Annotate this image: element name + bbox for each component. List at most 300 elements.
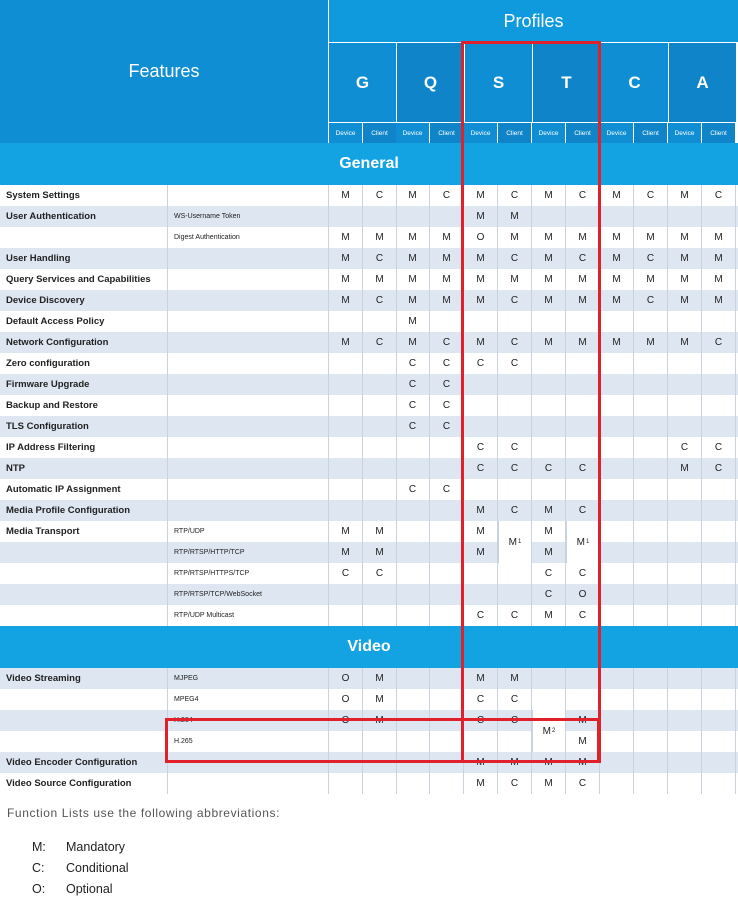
sub-feature-name: MJPEG (168, 668, 329, 689)
requirement-cell (363, 437, 397, 458)
profile-t-header (533, 43, 600, 122)
sub-feature-name (168, 416, 329, 437)
table-row (0, 311, 738, 332)
requirement-cell: M (329, 290, 363, 311)
requirement-cell (329, 416, 363, 437)
requirement-cell (702, 752, 736, 773)
requirement-cell: C (498, 605, 532, 626)
requirement-cell (566, 311, 600, 332)
profile-letter: T (561, 72, 572, 92)
feature-name: Firmware Upgrade (0, 374, 168, 395)
requirement-cell (329, 605, 363, 626)
requirement-cell (396, 521, 430, 542)
requirement-cell: M (464, 542, 498, 563)
requirement-cell (600, 584, 634, 605)
sub-feature-name (168, 395, 329, 416)
requirement-cell: M (464, 290, 498, 311)
requirement-cell: M (600, 290, 634, 311)
table-row (0, 437, 738, 458)
requirement-cell: M (464, 332, 498, 353)
requirement-cell: M (532, 227, 566, 248)
requirement-cell (363, 311, 397, 332)
requirement-cell: C (566, 605, 600, 626)
requirement-cell (600, 374, 634, 395)
requirement-cell (634, 521, 668, 542)
requirement-cell (532, 668, 566, 689)
requirement-cell (498, 395, 532, 416)
requirement-cell: M (329, 269, 363, 290)
requirement-cell (600, 605, 634, 626)
requirement-cell: C (498, 248, 532, 269)
requirement-cell (329, 458, 363, 479)
table-row (0, 710, 738, 731)
requirement-cell (430, 689, 464, 710)
requirement-cell (668, 521, 702, 542)
requirement-cell (430, 710, 464, 731)
feature-name: Media Profile Configuration (0, 500, 168, 521)
device-column-header (668, 123, 701, 143)
device-column-header (396, 123, 429, 143)
requirement-cell (702, 500, 736, 521)
requirement-cell (363, 479, 397, 500)
feature-name: NTP (0, 458, 168, 479)
requirement-cell (396, 752, 430, 773)
abbr-value: Optional (66, 882, 113, 896)
requirement-cell: C (430, 374, 464, 395)
requirement-cell (634, 206, 668, 227)
requirement-cell: C (498, 458, 532, 479)
requirement-cell (702, 731, 736, 752)
requirement-cell: C (430, 395, 464, 416)
requirement-cell: C (329, 563, 363, 584)
client-column-header (363, 123, 396, 143)
feature-name (0, 584, 168, 605)
requirement-cell: C (464, 689, 498, 710)
requirement-cell (396, 458, 430, 479)
device-column-header (329, 123, 362, 143)
requirement-cell (363, 458, 397, 479)
column-type-label: Device (606, 129, 627, 137)
merged-cell-t-device-h26x (532, 710, 566, 752)
requirement-cell (668, 479, 702, 500)
requirement-cell: M (329, 521, 363, 542)
table-row (0, 500, 738, 521)
feature-name: Video Encoder Configuration (0, 752, 168, 773)
requirement-cell (634, 563, 668, 584)
requirement-cell (363, 752, 397, 773)
sub-feature-name: RTP/UDP (168, 521, 329, 542)
merged-cell-text: M (542, 725, 551, 737)
merged-cell-text: M (576, 536, 585, 548)
requirement-cell (702, 206, 736, 227)
table-row (0, 668, 738, 689)
table-row (0, 290, 738, 311)
requirement-cell (430, 542, 464, 563)
requirement-cell: M (668, 458, 702, 479)
requirement-cell (702, 710, 736, 731)
requirement-cell: M (329, 227, 363, 248)
requirement-cell: C (363, 563, 397, 584)
requirement-cell (600, 731, 634, 752)
requirement-cell: C (363, 332, 397, 353)
requirement-cell: M (532, 752, 566, 773)
requirement-cell (498, 563, 532, 584)
requirement-cell: C (464, 437, 498, 458)
requirement-cell: C (464, 458, 498, 479)
requirement-cell (464, 395, 498, 416)
requirement-cell: M (498, 227, 532, 248)
requirement-cell (464, 584, 498, 605)
requirement-cell (668, 584, 702, 605)
feature-name: Backup and Restore (0, 395, 168, 416)
profile-letter: Q (423, 72, 438, 92)
requirement-cell (498, 311, 532, 332)
requirement-cell: C (430, 185, 464, 206)
requirement-cell (668, 752, 702, 773)
requirement-cell: M (566, 710, 600, 731)
requirement-cell (634, 416, 668, 437)
requirement-cell (430, 206, 464, 227)
requirement-cell (668, 206, 702, 227)
requirement-cell (396, 584, 430, 605)
table-row (0, 479, 738, 500)
requirement-cell (329, 206, 363, 227)
requirement-cell (430, 500, 464, 521)
feature-name (0, 542, 168, 563)
sub-feature-name (168, 290, 329, 311)
requirement-cell (634, 458, 668, 479)
sub-feature-name (168, 311, 329, 332)
requirement-cell: M (566, 290, 600, 311)
requirement-cell (634, 311, 668, 332)
profile-s-header (465, 43, 532, 122)
abbr-value: Mandatory (66, 840, 126, 854)
requirement-cell (396, 689, 430, 710)
requirement-cell (600, 206, 634, 227)
table-row (0, 773, 738, 794)
requirement-cell: M (668, 269, 702, 290)
column-type-label: Device (674, 129, 695, 137)
requirement-cell (668, 542, 702, 563)
sub-feature-name: RTP/RTSP/TCP/WebSocket (168, 584, 329, 605)
requirement-cell (363, 500, 397, 521)
requirement-cell (566, 689, 600, 710)
requirement-cell (464, 731, 498, 752)
requirement-cell (668, 605, 702, 626)
requirement-cell: C (702, 458, 736, 479)
requirement-cell: M (532, 332, 566, 353)
footnote-marker: 2 (552, 728, 556, 734)
requirement-cell: M (464, 500, 498, 521)
requirement-cell: M (702, 227, 736, 248)
requirement-cell (702, 584, 736, 605)
requirement-cell: O (329, 668, 363, 689)
requirement-cell (430, 773, 464, 794)
requirement-cell (566, 353, 600, 374)
requirement-cell (634, 668, 668, 689)
profile-letter: C (628, 72, 641, 92)
column-type-label: Client (642, 129, 659, 137)
requirement-cell (702, 605, 736, 626)
profile-g-header (329, 43, 396, 122)
requirement-cell (634, 710, 668, 731)
sub-feature-name: Digest Authentication (168, 227, 329, 248)
requirement-cell (702, 374, 736, 395)
requirement-cell: C (498, 773, 532, 794)
requirement-cell (600, 458, 634, 479)
requirement-cell (600, 437, 634, 458)
sub-feature-name (168, 353, 329, 374)
requirement-cell: M (464, 752, 498, 773)
feature-name: Zero configuration (0, 353, 168, 374)
requirement-cell: M (329, 185, 363, 206)
requirement-cell (668, 500, 702, 521)
requirement-cell: M (600, 185, 634, 206)
sub-feature-name (168, 500, 329, 521)
requirement-cell: M (634, 227, 668, 248)
sub-feature-name: RTP/RTSP/HTTPS/TCP (168, 563, 329, 584)
merged-cell-t-client-media-transport (566, 521, 600, 563)
requirement-cell (396, 605, 430, 626)
requirement-cell (498, 416, 532, 437)
abbreviations-intro: Function Lists use the following abbreviations: (7, 806, 281, 820)
profile-letter: S (492, 72, 505, 92)
profile-q-header (397, 43, 464, 122)
feature-name: Video Streaming (0, 668, 168, 689)
requirement-cell: M (668, 248, 702, 269)
requirement-cell (532, 689, 566, 710)
requirement-cell: M (566, 227, 600, 248)
feature-name: Query Services and Capabilities (0, 269, 168, 290)
requirement-cell (430, 752, 464, 773)
requirement-cell (396, 710, 430, 731)
requirement-cell: C (702, 332, 736, 353)
requirement-cell (600, 479, 634, 500)
requirement-cell (668, 710, 702, 731)
table-row (0, 584, 738, 605)
requirement-cell: C (430, 332, 464, 353)
requirement-cell (702, 479, 736, 500)
requirement-cell (566, 395, 600, 416)
requirement-cell (464, 311, 498, 332)
profiles-label: Profiles (503, 10, 564, 31)
requirement-cell (532, 437, 566, 458)
requirement-cell (329, 311, 363, 332)
requirement-cell (430, 563, 464, 584)
sub-feature-name: H.264 (168, 710, 329, 731)
requirement-cell: M (532, 269, 566, 290)
requirement-cell: M (532, 290, 566, 311)
requirement-cell (363, 584, 397, 605)
requirement-cell: C (702, 185, 736, 206)
requirement-cell: C (363, 248, 397, 269)
requirement-cell (532, 416, 566, 437)
requirement-cell: M (566, 269, 600, 290)
requirement-cell (566, 416, 600, 437)
requirement-cell: M (566, 332, 600, 353)
requirement-cell: M (430, 227, 464, 248)
requirement-cell: M (668, 332, 702, 353)
requirement-cell: M (566, 752, 600, 773)
requirement-cell (396, 206, 430, 227)
requirement-cell (600, 668, 634, 689)
requirement-cell: C (566, 500, 600, 521)
requirement-cell (600, 500, 634, 521)
requirement-cell: M (464, 521, 498, 542)
feature-name (0, 731, 168, 752)
sub-feature-name (168, 374, 329, 395)
feature-name: Device Discovery (0, 290, 168, 311)
requirement-cell (532, 353, 566, 374)
requirement-cell: M (396, 311, 430, 332)
table-row (0, 458, 738, 479)
requirement-cell: O (566, 584, 600, 605)
requirement-cell (668, 773, 702, 794)
requirement-cell: C (566, 248, 600, 269)
requirement-cell: M (498, 752, 532, 773)
sub-feature-name (168, 752, 329, 773)
requirement-cell: M (600, 227, 634, 248)
requirement-cell: M (396, 332, 430, 353)
column-type-label: Client (438, 129, 455, 137)
requirement-cell: M (464, 206, 498, 227)
requirement-cell (430, 458, 464, 479)
requirement-cell: O (329, 710, 363, 731)
sub-feature-name (168, 479, 329, 500)
requirement-cell: M (532, 542, 566, 563)
table-row (0, 185, 738, 206)
requirement-cell (600, 353, 634, 374)
sub-feature-name (168, 248, 329, 269)
feature-name: Automatic IP Assignment (0, 479, 168, 500)
requirement-cell (430, 731, 464, 752)
requirement-cell (430, 605, 464, 626)
requirement-cell (532, 395, 566, 416)
requirement-cell: C (430, 416, 464, 437)
table-row (0, 332, 738, 353)
requirement-cell (668, 563, 702, 584)
requirement-cell: M (532, 773, 566, 794)
requirement-cell (464, 374, 498, 395)
requirement-cell: M (363, 710, 397, 731)
requirement-cell (702, 395, 736, 416)
requirement-cell (464, 479, 498, 500)
profile-table-header (0, 0, 738, 185)
table-row (0, 542, 738, 563)
requirement-cell: C (498, 353, 532, 374)
requirement-cell: C (430, 479, 464, 500)
requirement-cell (634, 374, 668, 395)
requirement-cell: M (566, 731, 600, 752)
requirement-cell: M (600, 332, 634, 353)
requirement-cell: C (668, 437, 702, 458)
requirement-cell: C (498, 332, 532, 353)
sub-feature-name (168, 185, 329, 206)
requirement-cell: M (329, 248, 363, 269)
requirement-cell: C (396, 353, 430, 374)
requirement-cell: C (464, 353, 498, 374)
table-row (0, 269, 738, 290)
table-row (0, 689, 738, 710)
requirement-cell (600, 689, 634, 710)
requirement-cell: O (464, 227, 498, 248)
feature-name: Media Transport (0, 521, 168, 542)
feature-name: Default Access Policy (0, 311, 168, 332)
device-column-header (600, 123, 633, 143)
requirement-cell: C (498, 710, 532, 731)
requirement-cell: M (430, 290, 464, 311)
requirement-cell: C (498, 185, 532, 206)
requirement-cell: C (634, 185, 668, 206)
table-row (0, 521, 738, 542)
requirement-cell: M (464, 773, 498, 794)
requirement-cell (634, 689, 668, 710)
requirement-cell: C (566, 773, 600, 794)
profile-c-header (601, 43, 668, 122)
requirement-cell (532, 311, 566, 332)
merged-cell-s-client-media-transport (498, 521, 532, 563)
requirement-cell: C (396, 416, 430, 437)
requirement-cell: M (363, 542, 397, 563)
requirement-cell: M (600, 269, 634, 290)
requirement-cell (329, 584, 363, 605)
requirement-cell (668, 689, 702, 710)
requirement-cell (600, 311, 634, 332)
requirement-cell (668, 395, 702, 416)
column-type-label: Client (371, 129, 388, 137)
abbr-key: O: (32, 882, 46, 896)
requirement-cell (600, 395, 634, 416)
requirement-cell: C (498, 437, 532, 458)
requirement-cell (668, 668, 702, 689)
client-column-header (634, 123, 667, 143)
requirement-cell: M (464, 668, 498, 689)
column-type-label: Client (574, 129, 591, 137)
table-row (0, 416, 738, 437)
requirement-cell (396, 731, 430, 752)
requirement-cell (668, 311, 702, 332)
feature-name: IP Address Filtering (0, 437, 168, 458)
sub-feature-name: H.265 (168, 731, 329, 752)
requirement-cell: M (498, 206, 532, 227)
sub-feature-name (168, 458, 329, 479)
requirement-cell (566, 437, 600, 458)
requirement-cell (329, 395, 363, 416)
requirement-cell: C (430, 353, 464, 374)
requirement-cell: M (430, 248, 464, 269)
client-column-header (566, 123, 599, 143)
requirement-cell (702, 773, 736, 794)
feature-name: User Authentication (0, 206, 168, 227)
requirement-cell: M (396, 290, 430, 311)
requirement-cell (329, 479, 363, 500)
feature-name (0, 227, 168, 248)
footnote-marker: 1 (518, 539, 522, 545)
client-column-header (430, 123, 463, 143)
sub-feature-name (168, 269, 329, 290)
feature-name: Video Source Configuration (0, 773, 168, 794)
requirement-cell (329, 500, 363, 521)
requirement-cell (634, 437, 668, 458)
requirement-cell (329, 752, 363, 773)
requirement-cell: C (464, 710, 498, 731)
requirement-cell (498, 374, 532, 395)
requirement-cell (566, 374, 600, 395)
feature-name (0, 689, 168, 710)
requirement-cell (430, 437, 464, 458)
requirement-cell: M (668, 227, 702, 248)
requirement-cell: C (498, 689, 532, 710)
